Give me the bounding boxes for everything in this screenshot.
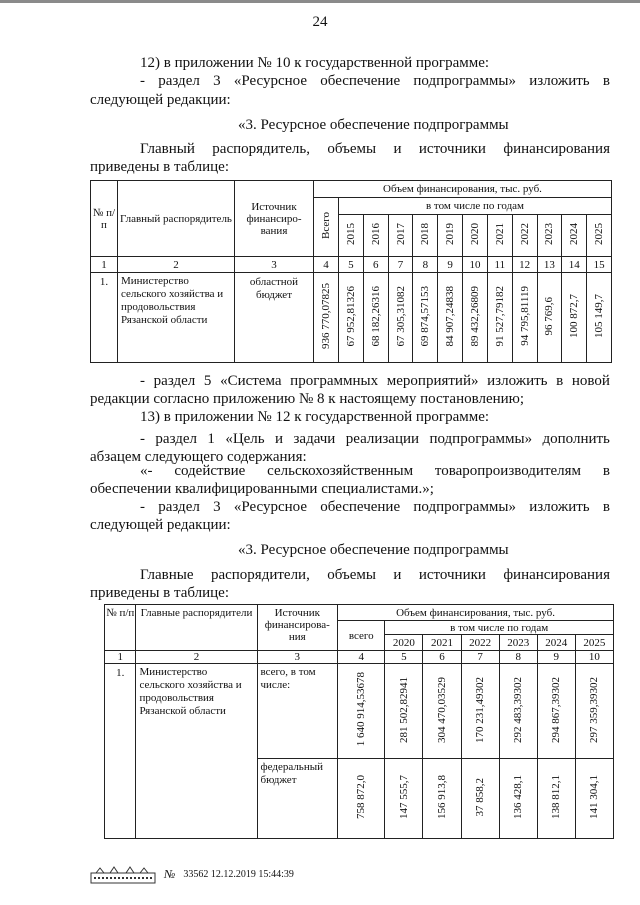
t2-h-num: № п/п bbox=[105, 605, 136, 651]
t2-colnum-3: 3 bbox=[257, 651, 338, 664]
t1-h-byyear: в том числе по годам bbox=[339, 198, 612, 215]
word: и bbox=[393, 567, 402, 583]
t1-h-main: Главный распорядитель bbox=[118, 181, 235, 257]
item-12-section5-cont: редакции согласно приложению № 8 к настоящему постановлению; bbox=[90, 391, 525, 407]
t1-colnum-3: 3 bbox=[235, 257, 314, 273]
t2-row1-value-2023 bbox=[499, 759, 537, 839]
t1-year-2024 bbox=[562, 215, 587, 257]
word: содействие bbox=[174, 463, 246, 479]
t1-value-2016 bbox=[363, 273, 388, 363]
t1-value-2018-text: 69 874,57153 bbox=[419, 285, 432, 347]
word: раздел bbox=[153, 373, 196, 389]
t1-value-2021 bbox=[487, 273, 512, 363]
t1-colnum-13: 13 bbox=[537, 257, 562, 273]
section-heading-1: «3. Ресурсное обеспечение подпрограммы bbox=[238, 117, 509, 133]
t1-colnum-2: 2 bbox=[118, 257, 235, 273]
item-12-section5 bbox=[140, 372, 610, 391]
t1-value-2024-text: 100 872,7 bbox=[568, 294, 581, 338]
quoted-paragraph-cont: обеспечении квалифицированными специалистами.»; bbox=[90, 481, 434, 497]
word: подпрограммы» bbox=[413, 499, 517, 515]
item-12-clause-cont: следующей редакции: bbox=[90, 92, 231, 108]
t1-value-2024 bbox=[562, 273, 587, 363]
t1-year-2022 bbox=[512, 215, 537, 257]
t1-colnum-row bbox=[91, 257, 612, 273]
t1-row-total-text: 936 770,07825 bbox=[320, 283, 332, 349]
t1-value-2017-text: 67 305,31082 bbox=[394, 285, 407, 347]
item-13-section1 bbox=[140, 430, 610, 449]
t2-row0-value-2021-text: 304 470,03529 bbox=[436, 676, 449, 743]
footer-doc-id: 33562 12.12.2019 15:44:39 bbox=[183, 868, 294, 880]
t1-year-2017 bbox=[388, 215, 413, 257]
t1-value-2018 bbox=[413, 273, 438, 363]
t2-year-2023: 2023 bbox=[499, 635, 537, 651]
t2-year-2024: 2024 bbox=[537, 635, 575, 651]
t1-value-2022-text: 94 795,81119 bbox=[518, 286, 531, 346]
word: - bbox=[140, 431, 145, 447]
t1-year-2015-text: 2015 bbox=[344, 223, 357, 245]
t2-colnum-8: 8 bbox=[499, 651, 537, 664]
word: финансирования bbox=[503, 567, 610, 583]
t2-year-2022: 2022 bbox=[461, 635, 499, 651]
table1-intro-cont: приведены в таблице: bbox=[90, 159, 230, 175]
t2-year-2025: 2025 bbox=[575, 635, 613, 651]
t2-h-total: всего bbox=[338, 621, 385, 651]
word: - bbox=[140, 73, 145, 89]
word: «Система bbox=[220, 373, 282, 389]
word: «- bbox=[140, 463, 153, 479]
t1-row-name: Министерство сельского хозяйства и продовольствия Рязанской области bbox=[118, 273, 235, 363]
t2-colnum-4: 4 bbox=[338, 651, 385, 664]
t1-colnum-12: 12 bbox=[512, 257, 537, 273]
word: распорядители, bbox=[210, 567, 310, 583]
word: Главные bbox=[140, 567, 194, 583]
item-13-line: 13) в приложении № 12 к государственной программе: bbox=[140, 409, 490, 425]
t2-row0-value-2020 bbox=[385, 664, 423, 759]
t1-value-2019 bbox=[438, 273, 463, 363]
word: дополнить bbox=[542, 431, 610, 447]
word: Главный bbox=[140, 141, 195, 157]
t1-value-2019-text: 84 907,24838 bbox=[444, 285, 457, 347]
t2-row1-total-text: 758 872,0 bbox=[355, 775, 368, 819]
t2-h-volume: Объем финансирования, тыс. руб. bbox=[338, 605, 614, 621]
t2-row0-value-2022 bbox=[461, 664, 499, 759]
footer-mark: № bbox=[164, 866, 176, 881]
t2-row1-value-2025 bbox=[575, 759, 613, 839]
word: 5 bbox=[203, 373, 212, 389]
t1-value-2023-text: 96 769,6 bbox=[543, 296, 556, 336]
t2-row1-value-2025-text: 141 304,1 bbox=[588, 775, 601, 819]
t1-row-source: областной бюджет bbox=[235, 273, 314, 363]
t2-row0-total-text: 1 640 914,53678 bbox=[355, 672, 368, 747]
t2-row-name: Министерство сельского хозяйства и продовольствия Рязанской области bbox=[136, 664, 257, 839]
t2-row0-value-2020-text: 281 502,82941 bbox=[397, 676, 410, 743]
t2-h-byyear: в том числе по годам bbox=[385, 621, 614, 635]
word: программных bbox=[290, 373, 379, 389]
word: изложить bbox=[529, 73, 590, 89]
t2-h-main: Главные распорядители bbox=[136, 605, 257, 651]
t2-row1-value-2021 bbox=[423, 759, 461, 839]
t1-year-2019 bbox=[438, 215, 463, 257]
t1-value-2020 bbox=[463, 273, 488, 363]
word: реализации bbox=[345, 431, 420, 447]
page-number: 24 bbox=[312, 14, 328, 30]
word: и bbox=[275, 431, 284, 447]
funding-table-1 bbox=[90, 180, 612, 363]
t2-row0-value-2023-text: 292 483,39302 bbox=[512, 676, 525, 743]
t1-colnum-9: 9 bbox=[438, 257, 463, 273]
t1-colnum-14: 14 bbox=[562, 257, 587, 273]
t1-year-2025-text: 2025 bbox=[593, 223, 606, 245]
t2-row0-value-2022-text: 170 231,49302 bbox=[474, 676, 487, 743]
t2-colnum-1: 1 bbox=[105, 651, 136, 664]
t1-h-total-text: Всего bbox=[320, 212, 332, 239]
word: задачи bbox=[293, 431, 336, 447]
word: в bbox=[602, 499, 610, 515]
t1-colnum-7: 7 bbox=[388, 257, 413, 273]
word: в bbox=[602, 463, 610, 479]
word: источники bbox=[418, 567, 486, 583]
word: 1 bbox=[207, 431, 215, 447]
word: - bbox=[140, 373, 145, 389]
word: в bbox=[602, 73, 610, 89]
t1-colnum-6: 6 bbox=[363, 257, 388, 273]
t2-row1-value-2024-text: 138 812,1 bbox=[550, 775, 563, 819]
t2-colnum-7: 7 bbox=[461, 651, 499, 664]
t1-value-2020-text: 89 432,26809 bbox=[468, 285, 481, 347]
word: изложить bbox=[487, 373, 548, 389]
table1-intro bbox=[140, 140, 610, 159]
t1-colnum-15: 15 bbox=[587, 257, 612, 273]
t1-value-2025 bbox=[587, 273, 612, 363]
t1-year-2025 bbox=[587, 215, 612, 257]
t2-colnum-2: 2 bbox=[136, 651, 257, 664]
t1-year-2022-text: 2022 bbox=[518, 223, 531, 245]
t1-value-2015 bbox=[339, 273, 364, 363]
word: подпрограммы» bbox=[429, 431, 533, 447]
word: «Ресурсное bbox=[233, 499, 308, 515]
t1-value-2025-text: 105 149,7 bbox=[593, 294, 606, 338]
t1-colnum-5: 5 bbox=[339, 257, 364, 273]
quoted-paragraph bbox=[140, 462, 610, 481]
t1-row-total bbox=[314, 273, 339, 363]
t2-row1-total bbox=[338, 759, 385, 839]
t2-colnum-6: 6 bbox=[423, 651, 461, 664]
word: 3 bbox=[213, 73, 221, 89]
word: изложить bbox=[529, 499, 590, 515]
word: обеспечение bbox=[320, 73, 401, 89]
t1-value-2016-text: 68 182,26316 bbox=[369, 285, 382, 347]
word: объемы bbox=[327, 141, 377, 157]
t1-colnum-1: 1 bbox=[91, 257, 118, 273]
word: сельскохозяйственным bbox=[267, 463, 414, 479]
t1-year-2017-text: 2017 bbox=[394, 223, 407, 245]
t1-value-2022 bbox=[512, 273, 537, 363]
t2-row0-value-2024 bbox=[537, 664, 575, 759]
t2-row-num: 1. bbox=[105, 664, 136, 839]
t2-row0-value-2023 bbox=[499, 664, 537, 759]
t1-year-2020-text: 2020 bbox=[468, 223, 481, 245]
t1-year-2021-text: 2021 bbox=[493, 223, 506, 245]
t2-year-2021: 2021 bbox=[423, 635, 461, 651]
t2-data-row-total bbox=[105, 664, 614, 759]
word: распорядитель, bbox=[212, 141, 310, 157]
word: товаропроизводителям bbox=[434, 463, 582, 479]
table2-intro-cont: приведены в таблице: bbox=[90, 585, 230, 601]
word: и bbox=[393, 141, 402, 157]
t2-row0-value-2021 bbox=[423, 664, 461, 759]
t2-row0-source: всего, в том числе: bbox=[257, 664, 338, 759]
t2-row0-value-2025 bbox=[575, 664, 613, 759]
section-heading-2: «3. Ресурсное обеспечение подпрограммы bbox=[238, 542, 509, 558]
t1-value-2015-text: 67 952,81326 bbox=[344, 285, 357, 347]
t1-value-2023 bbox=[537, 273, 562, 363]
t2-row1-value-2024 bbox=[537, 759, 575, 839]
word: обеспечение bbox=[320, 499, 401, 515]
registry-stamp-icon bbox=[90, 864, 156, 884]
t1-colnum-8: 8 bbox=[413, 257, 438, 273]
item-13-section3-cont: следующей редакции: bbox=[90, 517, 231, 533]
word: источники bbox=[418, 141, 486, 157]
t1-h-num: № п/п bbox=[91, 181, 118, 257]
word: «Цель bbox=[225, 431, 265, 447]
t1-value-2017 bbox=[388, 273, 413, 363]
t1-year-2021 bbox=[487, 215, 512, 257]
word: «Ресурсное bbox=[233, 73, 308, 89]
t2-row0-value-2025-text: 297 359,39302 bbox=[588, 676, 601, 743]
t2-colnum-9: 9 bbox=[537, 651, 575, 664]
word: финансирования bbox=[503, 141, 610, 157]
t2-year-2020: 2020 bbox=[385, 635, 423, 651]
word: 3 bbox=[213, 499, 221, 515]
t1-year-2015 bbox=[339, 215, 364, 257]
funding-table-2 bbox=[104, 604, 614, 839]
word: раздел bbox=[158, 499, 200, 515]
word: - bbox=[140, 499, 145, 515]
t1-year-2018 bbox=[413, 215, 438, 257]
footer bbox=[90, 864, 294, 884]
t1-year-2018-text: 2018 bbox=[419, 223, 432, 245]
t1-h-src: Источник финансиро-вания bbox=[235, 181, 314, 257]
t1-year-2023-text: 2023 bbox=[543, 223, 556, 245]
word: в bbox=[556, 373, 564, 389]
word: объемы bbox=[327, 567, 376, 583]
word: мероприятий» bbox=[386, 373, 479, 389]
item-12-clause bbox=[140, 72, 610, 91]
t2-h-src: Источник финансирова-ния bbox=[257, 605, 338, 651]
t2-row1-value-2020-text: 147 555,7 bbox=[397, 775, 410, 819]
word: раздел bbox=[155, 431, 197, 447]
t2-row1-value-2022 bbox=[461, 759, 499, 839]
t2-row1-value-2023-text: 136 428,1 bbox=[512, 775, 525, 819]
t2-colnum-10: 10 bbox=[575, 651, 613, 664]
t2-colnum-5: 5 bbox=[385, 651, 423, 664]
item-13-section1-cont: абзацем следующего содержания: bbox=[90, 449, 307, 465]
t1-data-row bbox=[91, 273, 612, 363]
t1-row-num: 1. bbox=[91, 273, 118, 363]
t1-year-2019-text: 2019 bbox=[444, 223, 457, 245]
t1-h-total bbox=[314, 198, 339, 257]
t2-row1-value-2020 bbox=[385, 759, 423, 839]
t2-row1-value-2021-text: 156 913,8 bbox=[436, 775, 449, 819]
t1-year-2024-text: 2024 bbox=[568, 223, 581, 245]
t2-row0-total bbox=[338, 664, 385, 759]
t1-year-2020 bbox=[463, 215, 488, 257]
t2-colnum-row bbox=[105, 651, 614, 664]
item-12-line: 12) в приложении № 10 к государственной программе: bbox=[140, 55, 490, 71]
item-13-section3 bbox=[140, 498, 610, 517]
t1-year-2023 bbox=[537, 215, 562, 257]
t1-year-2016-text: 2016 bbox=[369, 223, 382, 245]
t2-row1-source: федеральный бюджет bbox=[257, 759, 338, 839]
word: подпрограммы» bbox=[413, 73, 517, 89]
t1-year-2016 bbox=[363, 215, 388, 257]
t1-colnum-10: 10 bbox=[463, 257, 488, 273]
t1-value-2021-text: 91 527,79182 bbox=[493, 285, 506, 347]
t2-row1-value-2022-text: 37 858,2 bbox=[474, 777, 487, 817]
t1-colnum-11: 11 bbox=[487, 257, 512, 273]
word: новой bbox=[571, 373, 610, 389]
word: раздел bbox=[158, 73, 200, 89]
t1-colnum-4: 4 bbox=[314, 257, 339, 273]
table2-intro bbox=[140, 566, 610, 585]
scan-edge bbox=[0, 0, 640, 3]
t1-h-volume: Объем финансирования, тыс. руб. bbox=[314, 181, 612, 198]
t2-row0-value-2024-text: 294 867,39302 bbox=[550, 676, 563, 743]
